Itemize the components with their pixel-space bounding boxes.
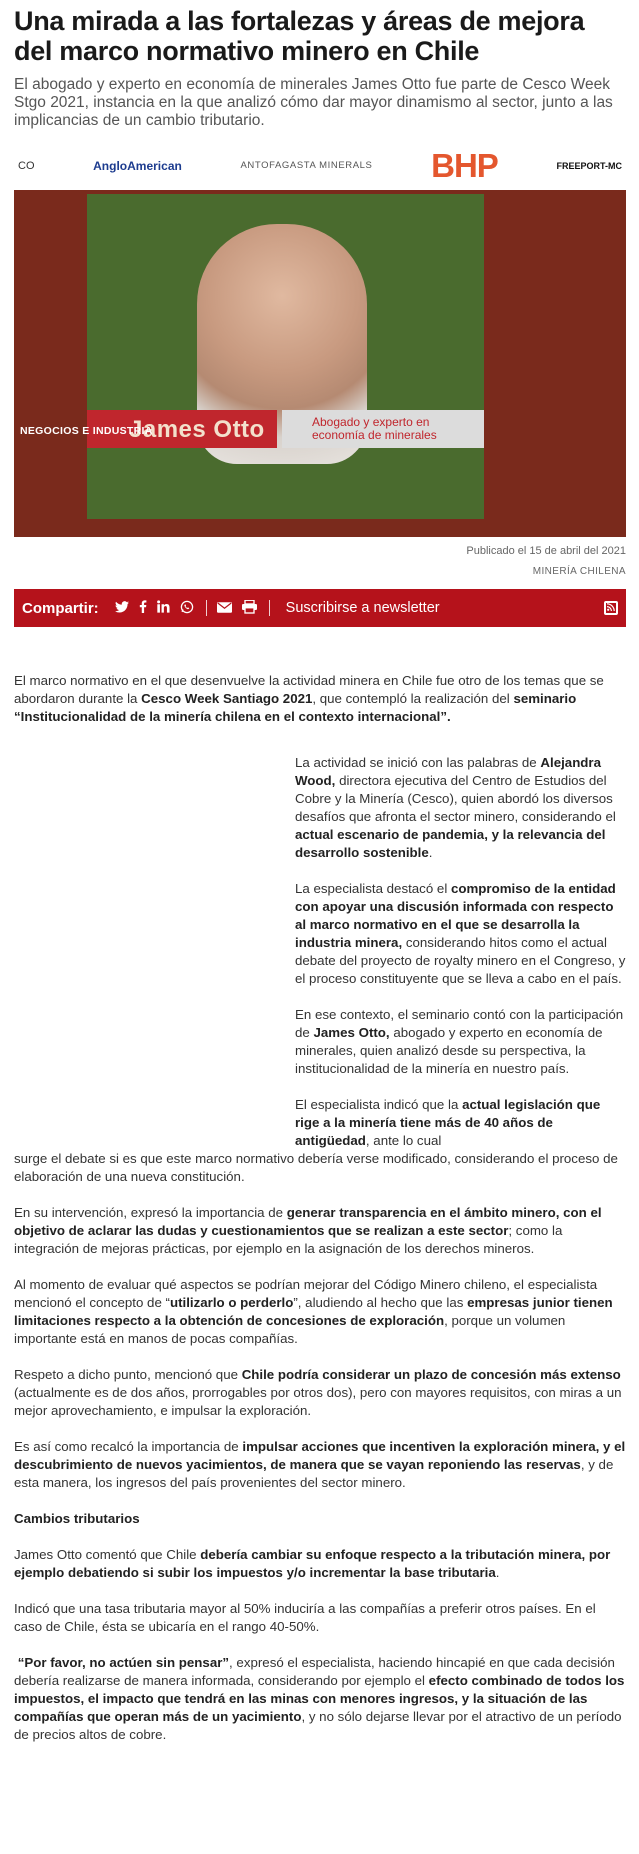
indented-column [14,754,626,1150]
paragraph: En ese contexto, el seminario contó con la participación de James Otto, abogado y experto en economía de minerales, quien analizó desde su perspectiva, la institucionalidad de la minería en nuestro país. [295,1007,624,1076]
speaker-role: Abogado y experto en economía de minerales [282,410,484,448]
article-body [14,672,626,1744]
divider [206,600,207,616]
paragraph: En su intervención, expresó la importancia de generar transparencia en el ámbito minero, con el objetivo de aclarar las dudas y cuestionamientos que se realizan a este sector; como la integración de mejoras prácticas, por ejemplo en la asignación de los derechos mineros. [14,1205,602,1256]
article [14,0,626,1744]
email-icon[interactable] [217,600,232,616]
publish-date: Publicado el 15 de abril del 2021 [466,545,626,557]
video-frame [87,194,484,519]
bhp-logo: BHP [431,147,498,184]
print-icon[interactable] [242,600,257,617]
sponsor-logos [14,142,626,190]
linkedin-icon[interactable] [157,600,170,616]
antofagasta-logo: ANTOFAGASTA MINERALS [240,160,373,171]
article-subtitle: El abogado y experto en economía de minerales James Otto fue parte de Cesco Week Stgo 2021, instancia en la que analizó cómo dar mayor dinamismo al sector, junto a las implicancias de un cambio tributario. [14,76,613,129]
paragraph: El marco normativo en el que desenvuelve la actividad minera en Chile fue otro de los temas que se abordaron durante la Cesco Week Santiago 2021, que contempló la realización del seminario “Institucionalidad de la minería chilena en el contexto internacional”. [14,673,604,724]
paragraph: Es así como recalcó la importancia de impulsar acciones que incentiven la exploración minera, y el descubrimiento de nuevos yacimientos, de manera que se vayan reponiendo las reservas, y de esta manera, los ingresos del país provenientes del sector minero. [14,1439,626,1490]
paragraph: “Por favor, no actúen sin pensar”, expresó el especialista, haciendo hincapié en que cada decisión debería realizarse de manera informada, considerando por ejemplo el efecto combinado de todos los impuestos, el impacto que tendrá en las minas con menores ingresos, y la situación de las compañías que operan más de un yacimiento, y no sólo dejarse llevar por el atractivo de un período de precios altos de cobre. [14,1655,625,1742]
whatsapp-icon[interactable] [180,600,194,617]
paragraph: Indicó que una tasa tributaria mayor al 50% induciría a las compañías a preferir otros países. En el caso de Chile, ésta se ubicaría en el rango 40-50%. [14,1601,596,1634]
share-label: Compartir: [22,599,99,617]
speaker-name: James Otto [87,410,277,448]
paragraph: James Otto comentó que Chile debería cambiar su enfoque respecto a la tributación minera, por ejemplo debatiendo si subir los impuestos y/o incrementar la base tributaria. [14,1547,611,1580]
share-bar [14,589,626,627]
paragraph: surge el debate si es que este marco normativo debería verse modificado, considerando el proceso de elaboración de una nueva constitución. [14,1151,618,1184]
section-heading: Cambios tributarios [14,1511,140,1526]
category-badge[interactable]: NEGOCIOS E INDUSTRIA [20,425,153,437]
newsletter-link[interactable]: Suscribirse a newsletter [285,600,440,616]
facebook-icon[interactable] [139,600,147,616]
freeport-logo: FREEPORT-MC [556,161,622,171]
rss-icon[interactable] [604,601,618,615]
hero-image [14,142,626,537]
paragraph: La especialista destacó el compromiso de la entidad con apoyar una discusión informada con respecto al marco normativo en el que se desarrolla la industria minera, considerando hitos como el actual debate del proyecto de royalty minero en el Congreso, y el proceso constituyente que se lleva a cabo en el país. [295,881,626,986]
cesco-logo: CO [18,160,35,172]
angloamerican-logo: AngloAmerican [93,159,182,173]
source-label: MINERÍA CHILENA [532,566,626,577]
paragraph: El especialista indicó que la actual legislación que rige a la minería tiene más de 40 años de antigüedad, ante lo cual [295,1097,601,1148]
article-title: Una mirada a las fortalezas y áreas de mejora del marco normativo minero en Chile [14,6,585,66]
paragraph: Al momento de evaluar qué aspectos se podrían mejorar del Código Minero chileno, el especialista mencionó el concepto de “utilizarlo o perderlo”, aludiendo al hecho que las empresas junior tienen limitaciones respecto a la obtención de concesiones de exploración, porque un volumen importante está en manos de pocas compañías. [14,1277,613,1346]
paragraph: Respeto a dicho punto, mencionó que Chile podría considerar un plazo de concesión más extenso (actualmente es de dos años, prorrogables por otros dos), pero con mayores requisitos, con miras a un mejor aprovechamiento, e impulsar la exploración. [14,1367,622,1418]
divider [269,600,270,616]
twitter-icon[interactable] [115,600,129,616]
paragraph: La actividad se inició con las palabras de Alejandra Wood, directora ejecutiva del Centro de Estudios del Cobre y la Minería (Cesco), quien abordó los diversos desafíos que afronta el sector minero, considerando el actual escenario de pandemia, y la relevancia del desarrollo sostenible. [295,755,616,860]
